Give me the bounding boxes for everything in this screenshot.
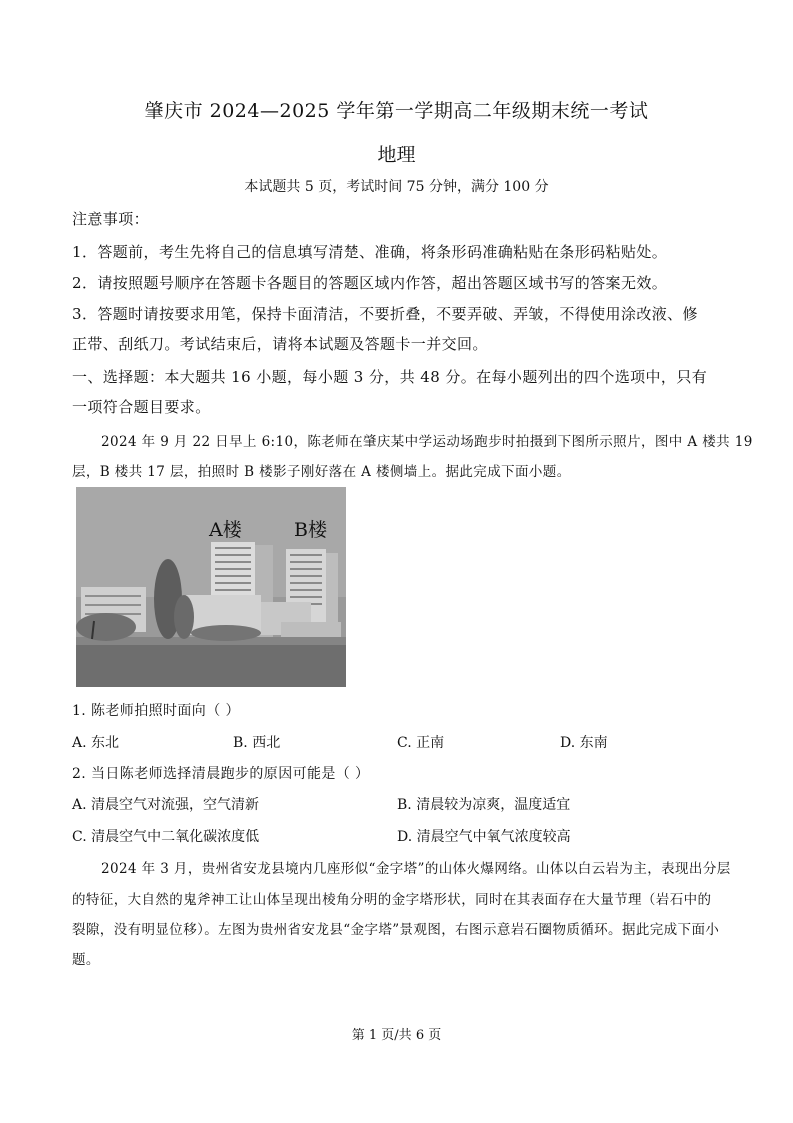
subject-title: 地理 bbox=[377, 144, 416, 166]
passage2-line4: 题。 bbox=[72, 952, 100, 968]
passage2-line3: 裂隙，没有明显位移）。左图为贵州省安龙县“金字塔”景观图，右图示意岩石圈物质循环。据此完成下面小 bbox=[72, 922, 720, 938]
passage2-line1: 2024 年 3 月，贵州省安龙县境内几座形似“金字塔”的山体火爆网络。山体以白云岩为主，表现出分层 bbox=[101, 861, 731, 877]
section-heading-line1: 一、选择题：本大题共 16 小题，每小题 3 分，共 48 分。在每小题列出的四个选项中，只有 bbox=[72, 368, 708, 386]
section-heading-line2: 一项符合题目要求。 bbox=[72, 398, 211, 416]
q2-option-d: D. 清晨空气中氧气浓度较高 bbox=[397, 829, 571, 845]
notice-heading: 注意事项： bbox=[72, 210, 150, 228]
passage2-line2: 的特征，大自然的鬼斧神工让山体呈现出棱角分明的金字塔形状，同时在其表面存在大量节理（岩石中的 bbox=[72, 892, 712, 908]
passage1-line1: 2024 年 9 月 22 日早上 6:10，陈老师在肇庆某中学运动场跑步时拍摄到下图所示照片，图中 A 楼共 19 bbox=[101, 434, 753, 450]
notice-item-3: 3．答题时请按要求用笔，保持卡面清洁，不要折叠，不要弄破、弄皱，不得使用涂改液、修 bbox=[72, 305, 698, 323]
notice-item-1: 1．答题前，考生先将自己的信息填写清楚、准确，将条形码准确粘贴在条形码粘贴处。 bbox=[72, 243, 668, 261]
q1-option-d: D. 东南 bbox=[560, 735, 608, 751]
exam-info: 本试题共 5 页，考试时间 75 分钟，满分 100 分 bbox=[244, 179, 549, 195]
q2-option-b: B. 清晨较为凉爽，温度适宜 bbox=[397, 797, 571, 813]
photo-illustration bbox=[76, 487, 346, 687]
q2-option-a: A. 清晨空气对流强，空气清新 bbox=[72, 797, 260, 813]
notice-item-3-cont: 正带、刮纸刀。考试结束后，请将本试题及答题卡一并交回。 bbox=[72, 335, 488, 353]
label-building-b: B楼 bbox=[294, 519, 327, 541]
q1-option-b: B. 西北 bbox=[233, 735, 281, 751]
q1-option-a: A. 东北 bbox=[72, 735, 120, 751]
q1-stem: 1. 陈老师拍照时面向（ ） bbox=[72, 703, 240, 719]
q2-stem: 2. 当日陈老师选择清晨跑步的原因可能是（ ） bbox=[72, 766, 370, 782]
school-buildings-photo bbox=[76, 487, 346, 687]
notice-item-2: 2．请按照题号顺序在答题卡各题目的答题区域内作答，超出答题区域书写的答案无效。 bbox=[72, 274, 668, 292]
exam-title: 肇庆市 2024—2025 学年第一学期高二年级期末统一考试 bbox=[144, 100, 649, 122]
passage1-line2: 层，B 楼共 17 层，拍照时 B 楼影子刚好落在 A 楼侧墙上。据此完成下面小题。 bbox=[72, 464, 571, 480]
label-building-a: A楼 bbox=[209, 519, 242, 541]
page-number: 第 1 页/共 6 页 bbox=[351, 1028, 442, 1043]
q1-option-c: C. 正南 bbox=[397, 735, 445, 751]
q2-option-c: C. 清晨空气中二氧化碳浓度低 bbox=[72, 829, 260, 845]
